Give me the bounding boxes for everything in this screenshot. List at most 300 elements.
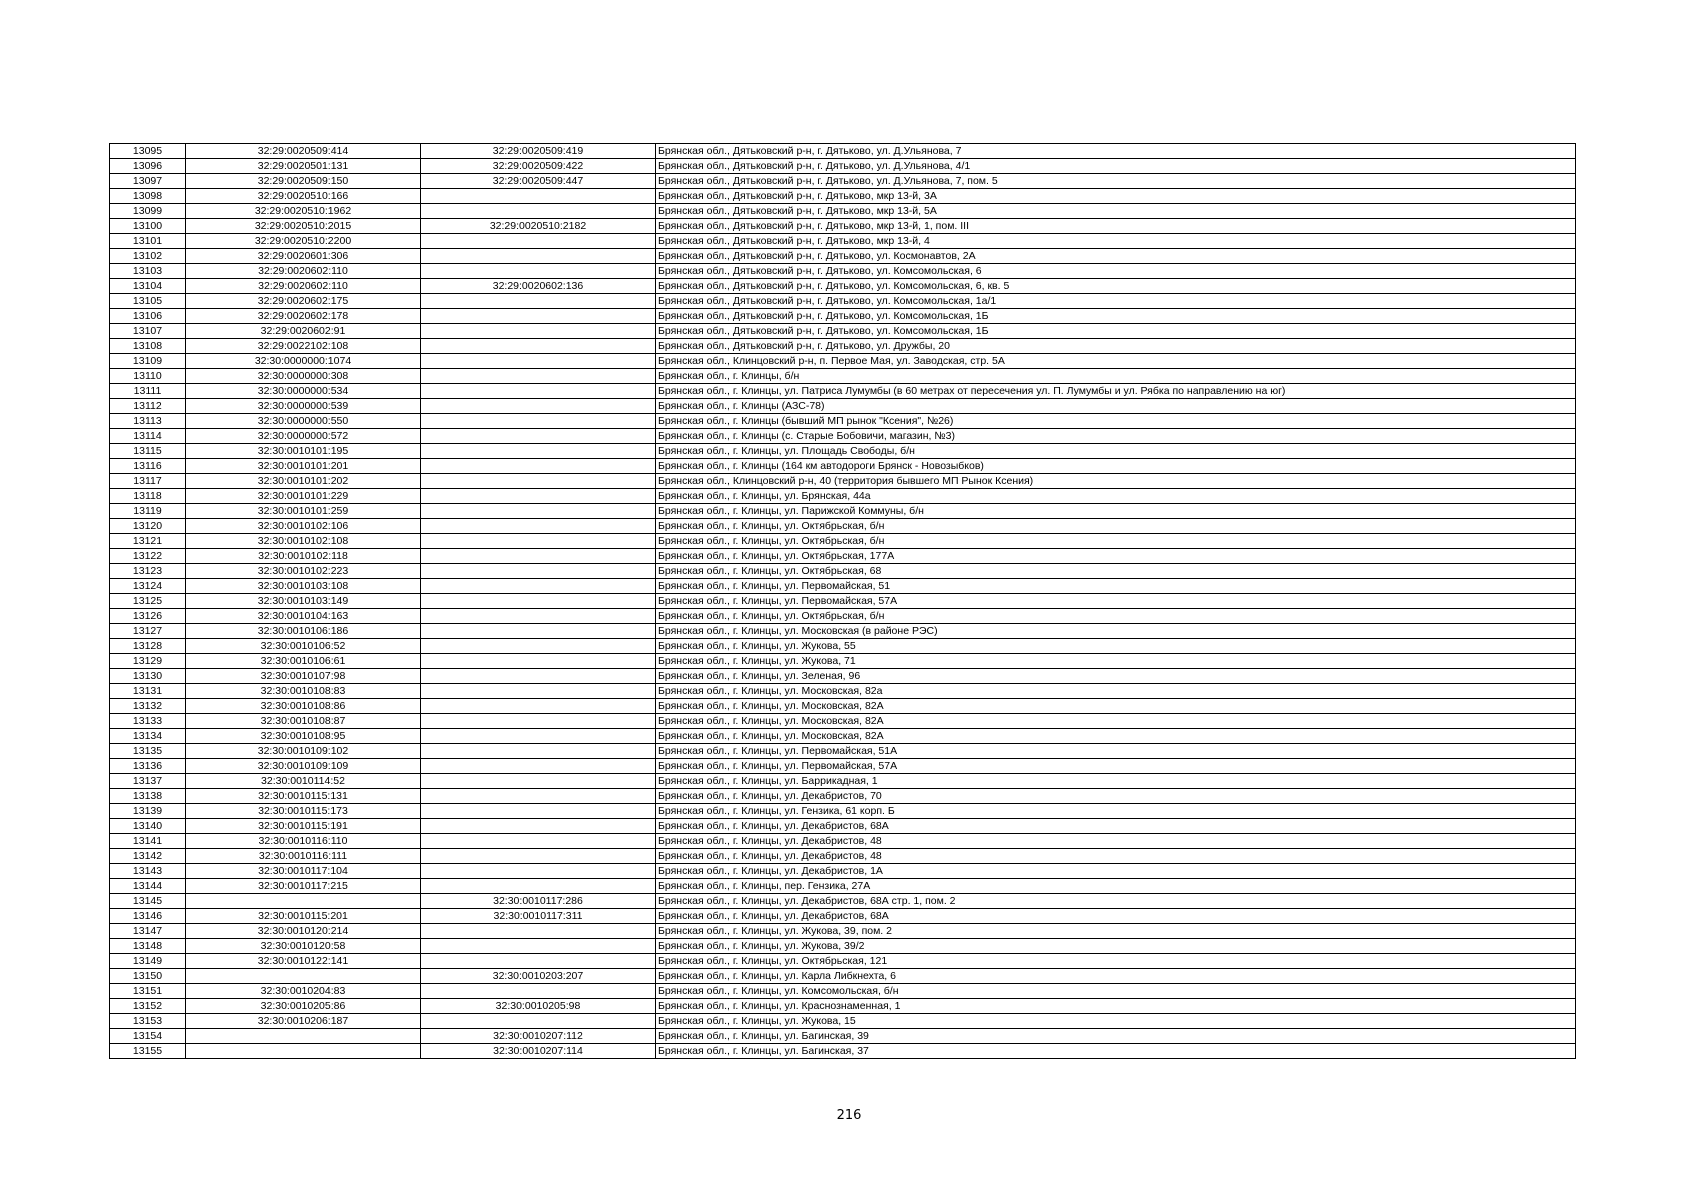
address-cell: Брянская обл., Дятьковский р-н, г. Дятьково, мкр 13-й, 5А xyxy=(656,204,1576,219)
cadastral-number-cell: 32:29:0020509:150 xyxy=(186,174,421,189)
premises-number-cell xyxy=(421,729,656,744)
cadastral-number-cell: 32:30:0010120:58 xyxy=(186,939,421,954)
address-cell: Брянская обл., г. Клинцы, ул. Жукова, 71 xyxy=(656,654,1576,669)
premises-number-cell xyxy=(421,489,656,504)
row-number-cell: 13105 xyxy=(110,294,186,309)
row-number-cell: 13139 xyxy=(110,804,186,819)
premises-number-cell xyxy=(421,519,656,534)
table-row xyxy=(110,414,1576,429)
table-row xyxy=(110,624,1576,639)
row-number-cell: 13147 xyxy=(110,924,186,939)
row-number-cell: 13137 xyxy=(110,774,186,789)
address-cell: Брянская обл., Дятьковский р-н, г. Дятьково, ул. Комсомольская, 1Б xyxy=(656,324,1576,339)
table-row xyxy=(110,219,1576,234)
cadastral-number-cell: 32:30:0010205:86 xyxy=(186,999,421,1014)
cadastral-number-cell: 32:30:0010102:223 xyxy=(186,564,421,579)
address-cell: Брянская обл., г. Клинцы, ул. Патриса Лумумбы (в 60 метрах от пересечения ул. П. Лумумбы и ул. Рябка по направлению на юг) xyxy=(656,384,1576,399)
address-cell: Брянская обл., г. Клинцы, ул. Декабристов, 68А xyxy=(656,909,1576,924)
table-row xyxy=(110,729,1576,744)
cadastral-number-cell: 32:30:0010109:102 xyxy=(186,744,421,759)
address-cell: Брянская обл., г. Клинцы, ул. Краснознаменная, 1 xyxy=(656,999,1576,1014)
premises-number-cell: 32:30:0010117:311 xyxy=(421,909,656,924)
address-cell: Брянская обл., Дятьковский р-н, г. Дятьково, ул. Д.Ульянова, 7 xyxy=(656,144,1576,159)
premises-number-cell: 32:30:0010117:286 xyxy=(421,894,656,909)
premises-number-cell xyxy=(421,939,656,954)
address-cell: Брянская обл., г. Клинцы, ул. Октябрьская, б/н xyxy=(656,534,1576,549)
address-cell: Брянская обл., г. Клинцы, ул. Октябрьская, б/н xyxy=(656,609,1576,624)
address-cell: Брянская обл., г. Клинцы, ул. Первомайская, 51А xyxy=(656,744,1576,759)
cadastral-number-cell: 32:30:0010116:111 xyxy=(186,849,421,864)
table-row xyxy=(110,894,1576,909)
table-row xyxy=(110,939,1576,954)
row-number-cell: 13149 xyxy=(110,954,186,969)
address-cell: Брянская обл., г. Клинцы, ул. Первомайская, 51 xyxy=(656,579,1576,594)
table-row xyxy=(110,264,1576,279)
row-number-cell: 13142 xyxy=(110,849,186,864)
address-cell: Брянская обл., Дятьковский р-н, г. Дятьково, мкр 13-й, 4 xyxy=(656,234,1576,249)
address-cell: Брянская обл., г. Клинцы, ул. Карла Либкнехта, 6 xyxy=(656,969,1576,984)
table-row xyxy=(110,969,1576,984)
premises-number-cell xyxy=(421,864,656,879)
address-cell: Брянская обл., г. Клинцы, ул. Первомайская, 57А xyxy=(656,759,1576,774)
row-number-cell: 13133 xyxy=(110,714,186,729)
row-number-cell: 13123 xyxy=(110,564,186,579)
table-row xyxy=(110,579,1576,594)
table-row xyxy=(110,204,1576,219)
address-cell: Брянская обл., г. Клинцы, ул. Московская, 82А xyxy=(656,729,1576,744)
table-body xyxy=(110,144,1576,1059)
cadastral-number-cell: 32:30:0010115:131 xyxy=(186,789,421,804)
table-row xyxy=(110,1029,1576,1044)
cadastral-number-cell: 32:30:0010115:201 xyxy=(186,909,421,924)
table-row xyxy=(110,159,1576,174)
address-cell: Брянская обл., Дятьковский р-н, г. Дятьково, ул. Дружбы, 20 xyxy=(656,339,1576,354)
cadastral-number-cell: 32:29:0020510:166 xyxy=(186,189,421,204)
address-cell: Брянская обл., г. Клинцы, ул. Декабристов, 68А xyxy=(656,819,1576,834)
row-number-cell: 13134 xyxy=(110,729,186,744)
address-cell: Брянская обл., Клинцовский р-н, 40 (территория бывшего МП Рынок Ксения) xyxy=(656,474,1576,489)
premises-number-cell xyxy=(421,399,656,414)
premises-number-cell xyxy=(421,609,656,624)
cadastral-number-cell: 32:30:0010114:52 xyxy=(186,774,421,789)
table-row xyxy=(110,654,1576,669)
cadastral-number-cell: 32:30:0010101:195 xyxy=(186,444,421,459)
row-number-cell: 13108 xyxy=(110,339,186,354)
address-cell: Брянская обл., г. Клинцы, ул. Декабристов, 68А стр. 1, пом. 2 xyxy=(656,894,1576,909)
address-cell: Брянская обл., Дятьковский р-н, г. Дятьково, ул. Космонавтов, 2А xyxy=(656,249,1576,264)
table-row xyxy=(110,384,1576,399)
cadastral-number-cell: 32:30:0010101:202 xyxy=(186,474,421,489)
table-row xyxy=(110,714,1576,729)
premises-number-cell xyxy=(421,564,656,579)
table-row xyxy=(110,684,1576,699)
row-number-cell: 13145 xyxy=(110,894,186,909)
row-number-cell: 13111 xyxy=(110,384,186,399)
cadastral-number-cell: 32:30:0010117:215 xyxy=(186,879,421,894)
row-number-cell: 13120 xyxy=(110,519,186,534)
table-row xyxy=(110,324,1576,339)
premises-number-cell xyxy=(421,774,656,789)
row-number-cell: 13118 xyxy=(110,489,186,504)
cadastral-number-cell: 32:30:0010102:118 xyxy=(186,549,421,564)
premises-number-cell xyxy=(421,924,656,939)
address-cell: Брянская обл., г. Клинцы, ул. Площадь Свободы, б/н xyxy=(656,444,1576,459)
premises-number-cell xyxy=(421,474,656,489)
row-number-cell: 13095 xyxy=(110,144,186,159)
premises-number-cell xyxy=(421,294,656,309)
address-cell: Брянская обл., г. Клинцы, ул. Жукова, 39, пом. 2 xyxy=(656,924,1576,939)
row-number-cell: 13129 xyxy=(110,654,186,669)
cadastral-number-cell: 32:30:0010103:149 xyxy=(186,594,421,609)
address-cell: Брянская обл., г. Клинцы, ул. Декабристов, 1А xyxy=(656,864,1576,879)
page-number: 216 xyxy=(836,1108,862,1123)
cadastral-number-cell: 32:29:0020602:91 xyxy=(186,324,421,339)
cadastral-number-cell: 32:30:0010122:141 xyxy=(186,954,421,969)
table-row xyxy=(110,399,1576,414)
table-row xyxy=(110,1014,1576,1029)
premises-number-cell xyxy=(421,264,656,279)
row-number-cell: 13100 xyxy=(110,219,186,234)
row-number-cell: 13116 xyxy=(110,459,186,474)
table-row xyxy=(110,309,1576,324)
table-row xyxy=(110,339,1576,354)
table-row xyxy=(110,429,1576,444)
premises-number-cell xyxy=(421,654,656,669)
row-number-cell: 13128 xyxy=(110,639,186,654)
address-cell: Брянская обл., г. Клинцы, ул. Московская (в районе РЭС) xyxy=(656,624,1576,639)
premises-number-cell xyxy=(421,684,656,699)
premises-number-cell xyxy=(421,639,656,654)
premises-number-cell xyxy=(421,444,656,459)
table-row xyxy=(110,354,1576,369)
cadastral-number-cell: 32:30:0010115:173 xyxy=(186,804,421,819)
table-row xyxy=(110,249,1576,264)
address-cell: Брянская обл., Дятьковский р-н, г. Дятьково, ул. Д.Ульянова, 7, пом. 5 xyxy=(656,174,1576,189)
cadastral-number-cell: 32:30:0010117:104 xyxy=(186,864,421,879)
address-cell: Брянская обл., Дятьковский р-н, г. Дятьково, ул. Комсомольская, 1а/1 xyxy=(656,294,1576,309)
row-number-cell: 13099 xyxy=(110,204,186,219)
row-number-cell: 13107 xyxy=(110,324,186,339)
address-cell: Брянская обл., г. Клинцы, пер. Гензика, 27А xyxy=(656,879,1576,894)
table-row xyxy=(110,954,1576,969)
premises-number-cell: 32:29:0020509:422 xyxy=(421,159,656,174)
cadastral-number-cell: 32:30:0010108:86 xyxy=(186,699,421,714)
address-cell: Брянская обл., Дятьковский р-н, г. Дятьково, ул. Комсомольская, 6, кв. 5 xyxy=(656,279,1576,294)
premises-number-cell xyxy=(421,354,656,369)
cadastral-number-cell: 32:29:0020510:2015 xyxy=(186,219,421,234)
address-cell: Брянская обл., г. Клинцы, ул. Первомайская, 57А xyxy=(656,594,1576,609)
row-number-cell: 13154 xyxy=(110,1029,186,1044)
address-cell: Брянская обл., г. Клинцы, ул. Багинская, 39 xyxy=(656,1029,1576,1044)
row-number-cell: 13144 xyxy=(110,879,186,894)
address-cell: Брянская обл., г. Клинцы (164 км автодороги Брянск - Новозыбков) xyxy=(656,459,1576,474)
premises-number-cell xyxy=(421,954,656,969)
table-row xyxy=(110,489,1576,504)
table-row xyxy=(110,504,1576,519)
premises-number-cell xyxy=(421,624,656,639)
premises-number-cell xyxy=(421,744,656,759)
premises-number-cell xyxy=(421,369,656,384)
address-cell: Брянская обл., г. Клинцы, ул. Баррикадная, 1 xyxy=(656,774,1576,789)
cadastral-number-cell: 32:30:0010103:108 xyxy=(186,579,421,594)
table-row xyxy=(110,744,1576,759)
premises-number-cell: 32:29:0020510:2182 xyxy=(421,219,656,234)
row-number-cell: 13112 xyxy=(110,399,186,414)
cadastral-number-cell: 32:29:0020602:175 xyxy=(186,294,421,309)
table-row xyxy=(110,1044,1576,1059)
table-row xyxy=(110,774,1576,789)
row-number-cell: 13101 xyxy=(110,234,186,249)
table-row xyxy=(110,459,1576,474)
premises-number-cell: 32:29:0020602:136 xyxy=(421,279,656,294)
table-row xyxy=(110,984,1576,999)
cadastral-number-cell: 32:29:0022102:108 xyxy=(186,339,421,354)
premises-number-cell xyxy=(421,429,656,444)
table-row xyxy=(110,444,1576,459)
row-number-cell: 13152 xyxy=(110,999,186,1014)
table-row xyxy=(110,279,1576,294)
table-row xyxy=(110,189,1576,204)
address-cell: Брянская обл., Дятьковский р-н, г. Дятьково, мкр 13-й, 1, пом. III xyxy=(656,219,1576,234)
premises-number-cell xyxy=(421,414,656,429)
cadastral-number-cell: 32:30:0010101:229 xyxy=(186,489,421,504)
row-number-cell: 13115 xyxy=(110,444,186,459)
table-row xyxy=(110,804,1576,819)
premises-number-cell xyxy=(421,834,656,849)
address-cell: Брянская обл., г. Клинцы, ул. Жукова, 15 xyxy=(656,1014,1576,1029)
address-cell: Брянская обл., г. Клинцы, ул. Жукова, 39/2 xyxy=(656,939,1576,954)
premises-number-cell xyxy=(421,1014,656,1029)
premises-number-cell xyxy=(421,189,656,204)
premises-number-cell xyxy=(421,579,656,594)
table-row xyxy=(110,639,1576,654)
premises-number-cell xyxy=(421,984,656,999)
cadastral-number-cell: 32:30:0010206:187 xyxy=(186,1014,421,1029)
premises-number-cell xyxy=(421,204,656,219)
premises-number-cell xyxy=(421,384,656,399)
address-cell: Брянская обл., Дятьковский р-н, г. Дятьково, мкр 13-й, 3А xyxy=(656,189,1576,204)
row-number-cell: 13098 xyxy=(110,189,186,204)
table-row xyxy=(110,609,1576,624)
cadastral-number-cell: 32:29:0020602:178 xyxy=(186,309,421,324)
address-cell: Брянская обл., Клинцовский р-н, п. Первое Мая, ул. Заводская, стр. 5А xyxy=(656,354,1576,369)
row-number-cell: 13150 xyxy=(110,969,186,984)
address-cell: Брянская обл., г. Клинцы (с. Старые Бобовичи, магазин, №3) xyxy=(656,429,1576,444)
premises-number-cell xyxy=(421,819,656,834)
address-cell: Брянская обл., г. Клинцы (бывший МП рынок "Ксения", №26) xyxy=(656,414,1576,429)
cadastral-number-cell: 32:29:0020509:414 xyxy=(186,144,421,159)
premises-number-cell xyxy=(421,879,656,894)
table-row xyxy=(110,819,1576,834)
table-row xyxy=(110,594,1576,609)
cadastral-number-cell: 32:29:0020602:110 xyxy=(186,264,421,279)
row-number-cell: 13103 xyxy=(110,264,186,279)
premises-number-cell xyxy=(421,549,656,564)
row-number-cell: 13153 xyxy=(110,1014,186,1029)
cadastral-number-cell: 32:30:0010101:259 xyxy=(186,504,421,519)
cadastral-number-cell: 32:30:0010106:186 xyxy=(186,624,421,639)
address-cell: Брянская обл., г. Клинцы, ул. Жукова, 55 xyxy=(656,639,1576,654)
row-number-cell: 13125 xyxy=(110,594,186,609)
table-row xyxy=(110,174,1576,189)
table-row xyxy=(110,369,1576,384)
row-number-cell: 13124 xyxy=(110,579,186,594)
table-row xyxy=(110,534,1576,549)
cadastral-number-cell: 32:30:0010104:163 xyxy=(186,609,421,624)
address-cell: Брянская обл., г. Клинцы, б/н xyxy=(656,369,1576,384)
address-cell: Брянская обл., г. Клинцы, ул. Парижской Коммуны, б/н xyxy=(656,504,1576,519)
row-number-cell: 13109 xyxy=(110,354,186,369)
row-number-cell: 13110 xyxy=(110,369,186,384)
table-row xyxy=(110,834,1576,849)
premises-number-cell xyxy=(421,504,656,519)
address-cell: Брянская обл., г. Клинцы, ул. Декабристов, 48 xyxy=(656,849,1576,864)
table-row xyxy=(110,879,1576,894)
table-row xyxy=(110,669,1576,684)
row-number-cell: 13102 xyxy=(110,249,186,264)
premises-number-cell xyxy=(421,699,656,714)
address-cell: Брянская обл., г. Клинцы, ул. Декабристов, 70 xyxy=(656,789,1576,804)
cadastral-number-cell: 32:30:0010109:109 xyxy=(186,759,421,774)
cadastral-number-cell: 32:30:0010106:61 xyxy=(186,654,421,669)
table-row xyxy=(110,759,1576,774)
address-cell: Брянская обл., г. Клинцы, ул. Комсомольская, б/н xyxy=(656,984,1576,999)
row-number-cell: 13127 xyxy=(110,624,186,639)
cadastral-number-cell: 32:30:0000000:539 xyxy=(186,399,421,414)
table-row xyxy=(110,789,1576,804)
row-number-cell: 13155 xyxy=(110,1044,186,1059)
premises-number-cell xyxy=(421,849,656,864)
cadastral-number-cell: 32:30:0010101:201 xyxy=(186,459,421,474)
cadastral-number-cell xyxy=(186,1044,421,1059)
row-number-cell: 13131 xyxy=(110,684,186,699)
address-cell: Брянская обл., г. Клинцы, ул. Декабристов, 48 xyxy=(656,834,1576,849)
row-number-cell: 13119 xyxy=(110,504,186,519)
cadastral-number-cell: 32:30:0000000:572 xyxy=(186,429,421,444)
row-number-cell: 13136 xyxy=(110,759,186,774)
premises-number-cell xyxy=(421,594,656,609)
address-cell: Брянская обл., г. Клинцы, ул. Московская, 82А xyxy=(656,714,1576,729)
row-number-cell: 13138 xyxy=(110,789,186,804)
row-number-cell: 13143 xyxy=(110,864,186,879)
premises-number-cell xyxy=(421,804,656,819)
premises-number-cell xyxy=(421,534,656,549)
address-cell: Брянская обл., г. Клинцы, ул. Гензика, 61 корп. Б xyxy=(656,804,1576,819)
table-row xyxy=(110,234,1576,249)
premises-number-cell: 32:29:0020509:419 xyxy=(421,144,656,159)
row-number-cell: 13097 xyxy=(110,174,186,189)
cadastral-number-cell: 32:30:0010116:110 xyxy=(186,834,421,849)
cadastral-number-cell: 32:29:0020501:131 xyxy=(186,159,421,174)
cadastral-number-cell: 32:30:0010120:214 xyxy=(186,924,421,939)
table-row xyxy=(110,864,1576,879)
premises-number-cell xyxy=(421,324,656,339)
row-number-cell: 13140 xyxy=(110,819,186,834)
cadastral-table xyxy=(109,143,1576,1059)
row-number-cell: 13141 xyxy=(110,834,186,849)
row-number-cell: 13096 xyxy=(110,159,186,174)
table-row xyxy=(110,519,1576,534)
premises-number-cell: 32:30:0010207:112 xyxy=(421,1029,656,1044)
address-cell: Брянская обл., г. Клинцы (АЗС-78) xyxy=(656,399,1576,414)
address-cell: Брянская обл., г. Клинцы, ул. Октябрьская, 177А xyxy=(656,549,1576,564)
cadastral-number-cell: 32:30:0010108:87 xyxy=(186,714,421,729)
cadastral-number-cell: 32:29:0020510:2200 xyxy=(186,234,421,249)
premises-number-cell xyxy=(421,459,656,474)
row-number-cell: 13117 xyxy=(110,474,186,489)
table-row xyxy=(110,564,1576,579)
row-number-cell: 13104 xyxy=(110,279,186,294)
row-number-cell: 13135 xyxy=(110,744,186,759)
row-number-cell: 13132 xyxy=(110,699,186,714)
table-row xyxy=(110,549,1576,564)
cadastral-number-cell xyxy=(186,1029,421,1044)
table-row xyxy=(110,924,1576,939)
row-number-cell: 13126 xyxy=(110,609,186,624)
premises-number-cell xyxy=(421,714,656,729)
cadastral-number-cell: 32:30:0010102:108 xyxy=(186,534,421,549)
address-cell: Брянская обл., Дятьковский р-н, г. Дятьково, ул. Комсомольская, 6 xyxy=(656,264,1576,279)
address-cell: Брянская обл., г. Клинцы, ул. Октябрьская, 121 xyxy=(656,954,1576,969)
premises-number-cell xyxy=(421,789,656,804)
cadastral-number-cell: 32:30:0010204:83 xyxy=(186,984,421,999)
row-number-cell: 13113 xyxy=(110,414,186,429)
address-cell: Брянская обл., г. Клинцы, ул. Багинская, 37 xyxy=(656,1044,1576,1059)
row-number-cell: 13151 xyxy=(110,984,186,999)
premises-number-cell xyxy=(421,249,656,264)
premises-number-cell xyxy=(421,759,656,774)
table-row xyxy=(110,699,1576,714)
cadastral-number-cell: 32:30:0000000:308 xyxy=(186,369,421,384)
cadastral-number-cell: 32:30:0010107:98 xyxy=(186,669,421,684)
cadastral-number-cell: 32:29:0020602:110 xyxy=(186,279,421,294)
cadastral-number-cell: 32:30:0010108:83 xyxy=(186,684,421,699)
premises-number-cell xyxy=(421,339,656,354)
address-cell: Брянская обл., г. Клинцы, ул. Октябрьская, 68 xyxy=(656,564,1576,579)
cadastral-number-cell xyxy=(186,969,421,984)
table-row xyxy=(110,849,1576,864)
address-cell: Брянская обл., Дятьковский р-н, г. Дятьково, ул. Д.Ульянова, 4/1 xyxy=(656,159,1576,174)
row-number-cell: 13122 xyxy=(110,549,186,564)
address-cell: Брянская обл., г. Клинцы, ул. Зеленая, 96 xyxy=(656,669,1576,684)
table-row xyxy=(110,909,1576,924)
address-cell: Брянская обл., г. Клинцы, ул. Октябрьская, б/н xyxy=(656,519,1576,534)
cadastral-number-cell: 32:30:0000000:1074 xyxy=(186,354,421,369)
table-row xyxy=(110,999,1576,1014)
row-number-cell: 13130 xyxy=(110,669,186,684)
address-cell: Брянская обл., г. Клинцы, ул. Брянская, 44а xyxy=(656,489,1576,504)
address-cell: Брянская обл., Дятьковский р-н, г. Дятьково, ул. Комсомольская, 1Б xyxy=(656,309,1576,324)
row-number-cell: 13114 xyxy=(110,429,186,444)
row-number-cell: 13148 xyxy=(110,939,186,954)
cadastral-number-cell: 32:30:0010102:106 xyxy=(186,519,421,534)
cadastral-number-cell: 32:30:0010115:191 xyxy=(186,819,421,834)
premises-number-cell: 32:29:0020509:447 xyxy=(421,174,656,189)
cadastral-number-cell: 32:30:0010108:95 xyxy=(186,729,421,744)
cadastral-number-cell: 32:30:0010106:52 xyxy=(186,639,421,654)
row-number-cell: 13146 xyxy=(110,909,186,924)
premises-number-cell: 32:30:0010205:98 xyxy=(421,999,656,1014)
cadastral-number-cell xyxy=(186,894,421,909)
row-number-cell: 13121 xyxy=(110,534,186,549)
row-number-cell: 13106 xyxy=(110,309,186,324)
table-row xyxy=(110,144,1576,159)
cadastral-number-cell: 32:29:0020601:306 xyxy=(186,249,421,264)
cadastral-number-cell: 32:29:0020510:1962 xyxy=(186,204,421,219)
premises-number-cell xyxy=(421,309,656,324)
cadastral-number-cell: 32:30:0000000:534 xyxy=(186,384,421,399)
premises-number-cell: 32:30:0010203:207 xyxy=(421,969,656,984)
